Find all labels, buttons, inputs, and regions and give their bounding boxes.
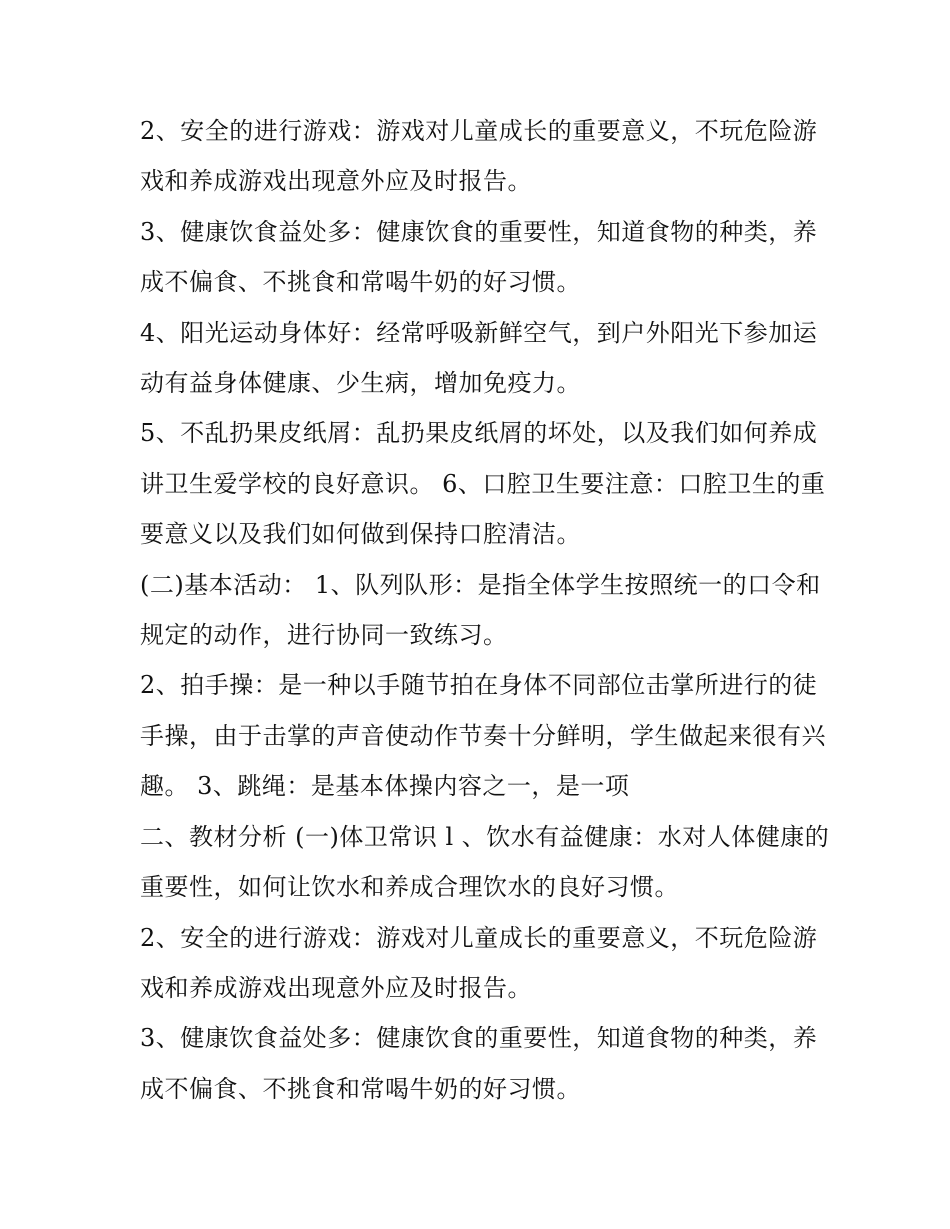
paragraph-material-analysis: 二、教材分析 (一)体卫常识 l 、饮水有益健康：水对人体健康的重要性，如何让饮水和养成合理饮水的良好习惯。 — [140, 822, 830, 902]
paragraph-litter-and-oral-hygiene: 5、不乱扔果皮纸屑：乱扔果皮纸屑的坏处，以及我们如何养成讲卫生爱学校的良好意识。 6、口腔卫生要注意：口腔卫生的重要意义以及我们如何做到保持口腔清洁。 — [140, 419, 826, 549]
paragraph-sunshine-exercise: 4、阳光运动身体好：经常呼吸新鲜空气，到户外阳光下参加运动有益身体健康、少生病，增加免疫力。 — [140, 318, 818, 398]
paragraph-basic-activities: (二)基本活动： 1、队列队形：是指全体学生按照统一的口令和规定的动作，进行协同一致练习。 — [140, 570, 821, 650]
document-body — [140, 106, 830, 1114]
paragraph-clapping-exercise: 2、拍手操：是一种以手随节拍在身体不同部位击掌所进行的徒手操，由于击掌的声音使动作节奏十分鲜明，学生做起来很有兴趣。 3、跳绳：是基本体操内容之一，是一项 — [140, 671, 826, 801]
paragraph-safe-games-repeat: 2、安全的进行游戏：游戏对儿童成长的重要意义，不玩危险游戏和养成游戏出现意外应及时报告。 — [140, 923, 818, 1002]
paragraph-safe-games: 2、安全的进行游戏：游戏对儿童成长的重要意义，不玩危险游戏和养成游戏出现意外应及时报告。 — [140, 117, 818, 196]
paragraph-healthy-diet-repeat: 3、健康饮食益处多：健康饮食的重要性，知道食物的种类，养成不偏食、不挑食和常喝牛奶的好习惯。 — [140, 1024, 818, 1103]
paragraph-healthy-diet: 3、健康饮食益处多：健康饮食的重要性，知道食物的种类，养成不偏食、不挑食和常喝牛奶的好习惯。 — [140, 217, 818, 297]
